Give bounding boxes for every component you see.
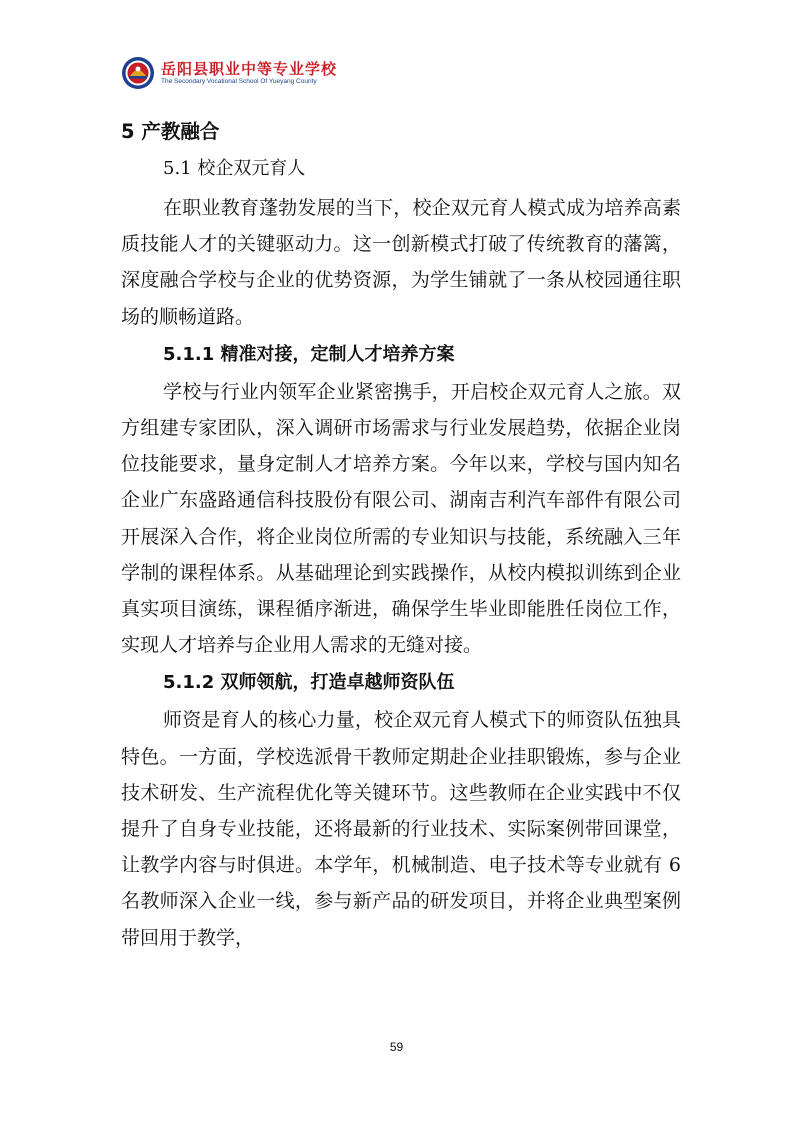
page-header — [121, 56, 341, 92]
intro-paragraph: 在职业教育蓬勃发展的当下，校企双元育人模式成为培养高素质技能人才的关键驱动力。这一创新模式打破了传统教育的藩篱，深度融合学校与企业的优势资源，为学生铺就了一条从校园通往职场的顺畅道路。 — [121, 197, 681, 328]
part-body-2: 师资是育人的核心力量，校企双元育人模式下的师资队伍独具特色。一方面，学校选派骨干教师定期赴企业挂职锻炼，参与企业技术研发、生产流程优化等关键环节。这些教师在企业实践中不仅提升了自身专业技能，还将最新的行业技术、实际案例带回课堂，让教学内容与时俱进。本学年，机械制造、电子技术等专业就有 6 名教师深入企业一线，参与新产品的研发项目，并将企业典型案例带回用于教学， — [121, 709, 681, 949]
school-name-cn: 岳阳县职业中等专业学校 — [161, 60, 338, 78]
section-title: 5 产教融合 — [121, 120, 220, 143]
part-title-2: 5.1.2 双师领航，打造卓越师资队伍 — [163, 672, 455, 694]
document-body — [121, 118, 681, 956]
part-body-1: 学校与行业内领军企业紧密携手，开启校企双元育人之旅。双方组建专家团队，深入调研市场需求与行业发展趋势，依据企业岗位技能要求，量身定制人才培养方案。今年以来，学校与国内知名企业广东盛路通信科技股份有限公司、湖南吉利汽车部件有限公司开展深入合作，将企业岗位所需的专业知识与技能，系统融入三年学制的课程体系。从基础理论到实践操作，从校内模拟训练到企业真实项目演练，课程循序渐进，确保学生毕业即能胜任岗位工作，实现人才培养与企业用人需求的无缝对接。 — [121, 380, 681, 657]
part-title-1: 5.1.1 精准对接，定制人才培养方案 — [163, 343, 455, 365]
page-number: 59 — [389, 1040, 404, 1054]
school-logo-icon — [121, 56, 155, 90]
school-name-en: The Secondary Vocational School Of Yueyang County — [161, 78, 317, 85]
subsection-title: 5.1 校企双元育人 — [163, 158, 306, 179]
